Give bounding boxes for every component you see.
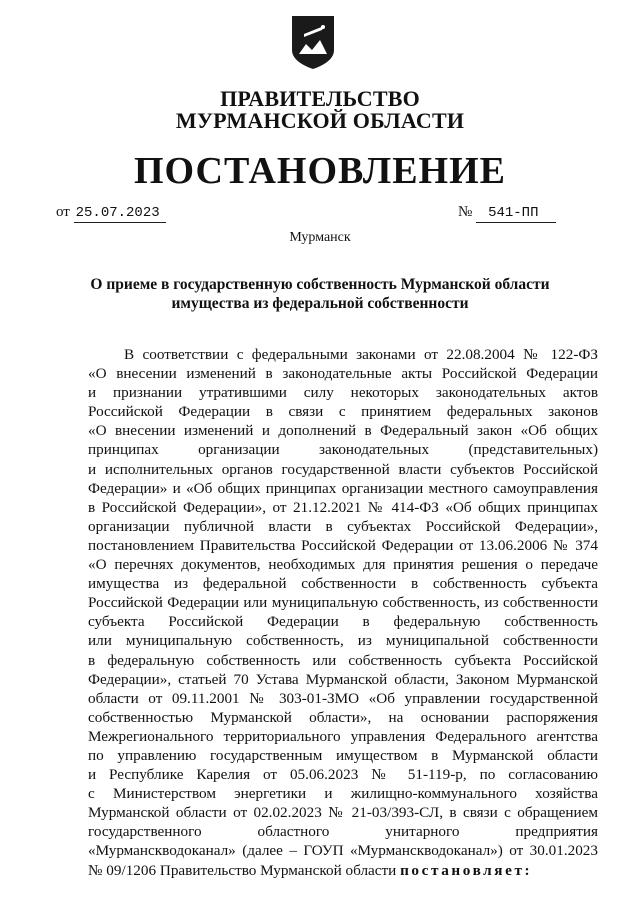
body-line: субъекта Российской Федерации в федеральную собственность (88, 613, 598, 631)
body-line: В соответствии с федеральными законами от 22.08.2004 № 122-ФЗ (124, 346, 598, 363)
body-line: «О внесении изменений и дополнений в Федеральный закон «Об общих (88, 422, 598, 440)
body-line: в федеральную собственность или собственность субъекта Российской (88, 651, 598, 669)
body-line: Федерации», статьей 70 Устава Мурманской области, Законом Мурманской (88, 670, 598, 688)
body-line: Российской Федерации или муниципальную собственность, из собственности (88, 594, 598, 612)
body-line: Мурманской области от 02.02.2023 № 21-03/393-СЛ, в связи с обращением (88, 804, 598, 822)
resolution-keyword: постановляет: (400, 861, 533, 879)
body-line: организации публичной власти в субъектах Российской Федерации», (88, 517, 598, 535)
body-line: Федерации» и «Об общих принципах организации местного самоуправления (88, 479, 598, 497)
body-line: собственностью Мурманской области», на основании распоряжения (88, 708, 598, 726)
document-number-row (458, 203, 556, 223)
subject-line2: имущества из федеральной собственности (171, 295, 469, 312)
document-date-row (56, 203, 166, 223)
body-line: «О внесении изменений в законодательные акты Российской Федерации (88, 365, 598, 383)
body-line: в Российской Федерации», от 21.12.2021 № 414-ФЗ «Об общих принципах (88, 498, 598, 516)
org-name-line1: ПРАВИТЕЛЬСТВО (220, 86, 420, 111)
coat-of-arms-emblem (290, 14, 336, 70)
body-line: имущества из федеральной собственности в собственность субъекта (88, 575, 598, 593)
org-name-line2: МУРМАНСКОЙ ОБЛАСТИ (175, 108, 465, 133)
final-line-text: № 09/1206 Правительство Мурманской области (88, 861, 397, 879)
date-prefix: от (56, 204, 70, 220)
document-body (88, 345, 598, 880)
document-date: 25.07.2023 (74, 204, 166, 223)
subject-line1: О приеме в государственную собственность Мурманской области (90, 276, 550, 293)
body-line: и признании утратившими силу некоторых законодательных актов (88, 384, 598, 402)
body-line: «О перечнях документов, необходимых для принятия решения о передаче (88, 556, 598, 574)
body-line: Российской Федерации в связи с принятием федеральных законов (88, 403, 598, 421)
document-number: 541-ПП (476, 204, 556, 223)
body-line: с Министерством энергетики и жилищно-коммунального хозяйства (88, 785, 598, 803)
body-line: принципах организации законодательных (представительных) (88, 441, 598, 459)
body-line: и исполнительных органов государственной власти субъектов Российской (88, 460, 598, 478)
city-name: Мурманск (289, 230, 351, 245)
body-line: по управлению государственным имуществом в Мурманской области (88, 746, 598, 764)
body-line: или муниципальную собственность, из муниципальной собственности (88, 632, 598, 650)
number-prefix: № (458, 204, 473, 220)
body-line: «Мурманскводоканал» (далее – ГОУП «Мурманскводоканал») от 30.01.2023 (88, 842, 598, 860)
document-type-title: ПОСТАНОВЛЕНИЕ (133, 150, 507, 192)
body-line: Межрегионального территориального управления Федерального агентства (88, 727, 598, 745)
body-final-line (88, 861, 598, 880)
body-line: государственного областного унитарного предприятия (88, 823, 598, 841)
body-line: области от 09.11.2001 № 303-01-ЗМО «Об управлении государственной (88, 689, 598, 707)
body-line: постановлением Правительства Российской Федерации от 13.06.2006 № 374 (88, 536, 598, 554)
document-subject (80, 275, 560, 313)
body-line: и Республике Карелия от 05.06.2023 № 51-119-р, по согласованию (88, 766, 598, 784)
